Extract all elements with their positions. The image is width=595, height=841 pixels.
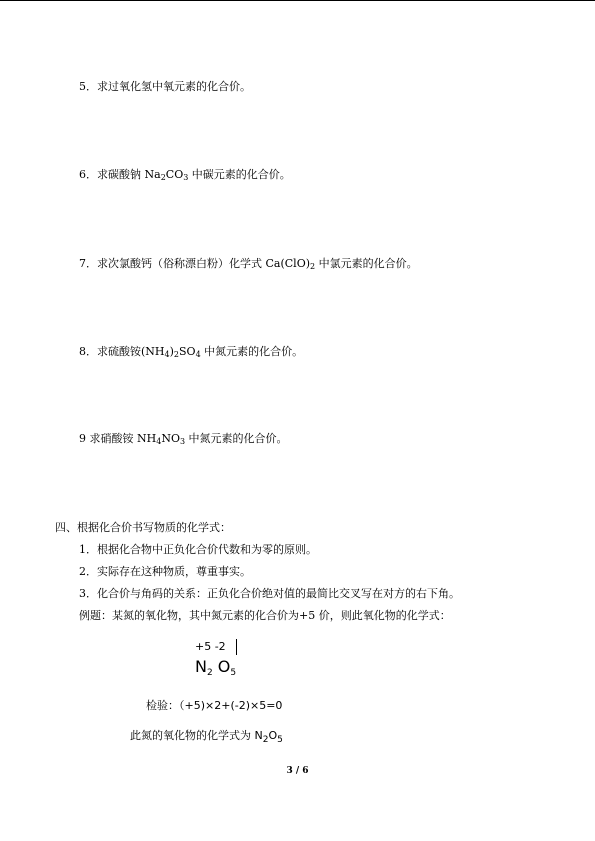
formula-element: O — [217, 657, 231, 676]
cross-line — [236, 639, 237, 655]
subscript: 3 — [183, 173, 189, 182]
question-text: 中氮元素的化合价。 — [200, 345, 304, 358]
question-5 — [79, 80, 251, 94]
formula-part: ) — [169, 345, 174, 358]
subscript: 2 — [262, 735, 269, 745]
formula-part: SO — [179, 345, 196, 358]
check-equation: 检验：（+5)×2+(-2)×5=0 — [146, 699, 283, 712]
question-8 — [79, 345, 303, 359]
question-text: 中碳元素的化合价。 — [188, 168, 291, 181]
subscript: 3 — [179, 437, 186, 446]
question-6 — [79, 168, 291, 182]
formula-part: NO — [161, 432, 180, 445]
subscript: 2 — [160, 173, 166, 182]
point-3: 3．化合价与角码的关系：正负化合价绝对值的最简比交叉写在对方的右下角。 — [79, 587, 460, 600]
question-text: 5．求过氧化氢中氧元素的化合价。 — [79, 80, 251, 93]
subscript: 2 — [310, 262, 316, 271]
question-text: 中氮元素的化合价。 — [185, 432, 288, 445]
question-9 — [79, 432, 288, 446]
example-text: 例题：某氮的氧化物，其中氮元素的化合价为+5 价，则此氧化物的化学式： — [79, 609, 451, 622]
subscript: 4 — [164, 350, 170, 359]
subscript: 5 — [277, 735, 283, 745]
top-rule — [0, 0, 595, 1]
point-1: 1．根据化合物中正负化合价代数和为零的原则。 — [79, 543, 317, 556]
question-text: 中氯元素的化合价。 — [315, 257, 418, 270]
question-7 — [79, 257, 418, 271]
point-2: 2．实际存在这种物质，尊重事实。 — [79, 565, 251, 578]
subscript: 4 — [156, 437, 162, 446]
question-text: 7．求次氯酸钙（俗称漂白粉）化学式 Ca(ClO) — [79, 257, 311, 270]
page-number: 3 / 6 — [286, 766, 309, 776]
formula-element: O — [268, 729, 278, 742]
subscript: 5 — [230, 668, 237, 678]
formula-element: N — [195, 657, 207, 676]
question-text: 8．求硫酸铵(NH — [79, 345, 165, 358]
question-text: 6．求碳酸钠 Na — [79, 168, 161, 181]
conclusion-text: 此氮的氧化物的化学式为 N — [130, 729, 263, 742]
question-text: 9 求硝酸铵 NH — [79, 432, 157, 445]
formula-display — [195, 657, 236, 676]
subscript: 2 — [206, 668, 213, 678]
subscript: 2 — [173, 350, 179, 359]
subscript: 4 — [195, 350, 201, 359]
formula-part: CO — [165, 168, 184, 181]
valence-labels: +5 -2 — [195, 640, 226, 653]
conclusion — [130, 727, 283, 743]
section-heading: 四、根据化合价书写物质的化学式： — [55, 521, 231, 534]
